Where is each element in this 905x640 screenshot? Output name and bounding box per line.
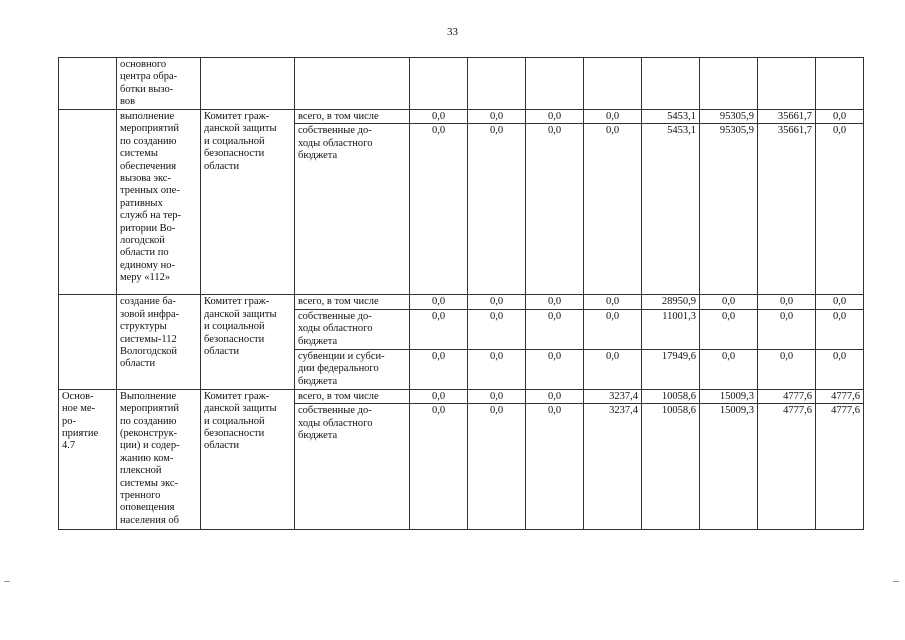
year-value-cell: 0,0 — [526, 349, 584, 389]
year-value-cell: 0,0 — [700, 295, 758, 309]
funding-source-text: собственные до- ходы областного бюджета — [298, 405, 373, 442]
page-number: 33 — [447, 26, 458, 38]
year-value-cell: 0,0 — [468, 404, 526, 530]
year-value-cell: 15009,3 — [700, 389, 758, 403]
year-value-cell: 10058,6 — [642, 389, 700, 403]
funding-source-cell — [295, 389, 410, 403]
year-value-cell: 0,0 — [584, 349, 642, 389]
activity-cell — [117, 58, 201, 110]
executor-cell-text: Комитет граж- данской защиты и социальной безопасности области — [204, 296, 277, 358]
year-value-cell: 4777,6 — [758, 389, 816, 403]
funding-source-cell — [295, 404, 410, 530]
year-value-cell — [410, 58, 468, 110]
scan-edge-mark — [4, 581, 10, 582]
table-row — [59, 58, 864, 110]
year-value-cell: 0,0 — [758, 295, 816, 309]
year-value-cell: 0,0 — [700, 349, 758, 389]
year-value-cell: 0,0 — [410, 404, 468, 530]
measure-cell — [59, 389, 117, 529]
year-value-cell: 0,0 — [584, 295, 642, 309]
year-value-cell: 0,0 — [526, 309, 584, 349]
year-value-cell: 0,0 — [816, 110, 864, 124]
year-value-cell: 0,0 — [410, 124, 468, 295]
funding-source-text: всего, в том числе — [298, 296, 379, 308]
executor-cell — [201, 295, 295, 389]
year-value-cell: 5453,1 — [642, 124, 700, 295]
year-value-cell: 0,0 — [816, 124, 864, 295]
activity-cell-text: Выполнение мероприятий по созданию (реконструк- ции) и содер- жанию ком- плексной системы экс- тренного оповещения населения об — [120, 390, 180, 526]
year-value-cell: 0,0 — [584, 309, 642, 349]
year-value-cell: 5453,1 — [642, 110, 700, 124]
year-value-cell: 0,0 — [526, 389, 584, 403]
year-value-cell: 0,0 — [526, 295, 584, 309]
funding-source-text: собственные до- ходы областного бюджета — [298, 310, 373, 347]
year-value-cell: 4777,6 — [816, 404, 864, 530]
year-value-cell: 15009,3 — [700, 404, 758, 530]
year-value-cell: 35661,7 — [758, 124, 816, 295]
year-value-cell: 0,0 — [526, 110, 584, 124]
funding-source-cell — [295, 58, 410, 110]
measure-cell-text: Основ- ное ме- ро- приятие 4.7 — [62, 390, 99, 452]
year-value-cell: 11001,3 — [642, 309, 700, 349]
executor-cell-text: Комитет граж- данской защиты и социальной безопасности области — [204, 390, 277, 452]
year-value-cell: 0,0 — [816, 295, 864, 309]
funding-source-text: всего, в том числе — [298, 390, 379, 402]
year-value-cell: 0,0 — [468, 295, 526, 309]
executor-cell — [201, 58, 295, 110]
funding-source-cell — [295, 309, 410, 349]
year-value-cell: 0,0 — [758, 349, 816, 389]
year-value-cell: 0,0 — [816, 349, 864, 389]
year-value-cell: 0,0 — [526, 404, 584, 530]
year-value-cell: 0,0 — [468, 349, 526, 389]
year-value-cell — [584, 58, 642, 110]
funding-source-text: субвенции и субси- дии федерального бюджета — [298, 350, 385, 387]
year-value-cell: 95305,9 — [700, 110, 758, 124]
year-value-cell: 35661,7 — [758, 110, 816, 124]
year-value-cell: 0,0 — [468, 309, 526, 349]
executor-cell — [201, 110, 295, 295]
year-value-cell: 95305,9 — [700, 124, 758, 295]
year-value-cell — [758, 58, 816, 110]
activity-cell — [117, 295, 201, 389]
table-row — [59, 110, 864, 124]
funding-source-cell — [295, 124, 410, 295]
funding-source-cell — [295, 349, 410, 389]
table-row — [59, 389, 864, 403]
year-value-cell — [526, 58, 584, 110]
year-value-cell: 0,0 — [584, 110, 642, 124]
measure-cell — [59, 295, 117, 389]
year-value-cell: 0,0 — [816, 309, 864, 349]
year-value-cell: 0,0 — [410, 389, 468, 403]
funding-source-text: собственные до- ходы областного бюджета — [298, 125, 373, 162]
activity-cell-text: выполнение мероприятий по созданию системы обеспечения вызова экс- тренных опе- ративных служб на тер- ритории Во- логодской области по единому но- меру «112» — [120, 111, 181, 284]
year-value-cell: 0,0 — [700, 309, 758, 349]
year-value-cell: 0,0 — [410, 309, 468, 349]
executor-cell-text: Комитет граж- данской защиты и социальной безопасности области — [204, 111, 277, 172]
year-value-cell: 10058,6 — [642, 404, 700, 530]
year-value-cell: 4777,6 — [816, 389, 864, 403]
funding-source-cell — [295, 295, 410, 309]
year-value-cell: 0,0 — [468, 389, 526, 403]
scan-edge-mark — [893, 581, 899, 582]
year-value-cell: 3237,4 — [584, 404, 642, 530]
measure-cell — [59, 58, 117, 110]
table-row — [59, 295, 864, 309]
measure-cell — [59, 110, 117, 295]
year-value-cell — [816, 58, 864, 110]
year-value-cell: 28950,9 — [642, 295, 700, 309]
year-value-cell — [642, 58, 700, 110]
year-value-cell: 0,0 — [410, 295, 468, 309]
activity-cell — [117, 389, 201, 529]
funding-source-text: всего, в том числе — [298, 111, 379, 122]
year-value-cell: 17949,6 — [642, 349, 700, 389]
year-value-cell: 3237,4 — [584, 389, 642, 403]
year-value-cell — [700, 58, 758, 110]
activity-cell-text: создание ба- зовой инфра- структуры системы-112 Вологодской области — [120, 296, 180, 370]
activity-cell — [117, 110, 201, 295]
year-value-cell — [468, 58, 526, 110]
year-value-cell: 4777,6 — [758, 404, 816, 530]
executor-cell — [201, 389, 295, 529]
year-value-cell: 0,0 — [468, 110, 526, 124]
year-value-cell: 0,0 — [758, 309, 816, 349]
year-value-cell: 0,0 — [410, 349, 468, 389]
year-value-cell: 0,0 — [410, 110, 468, 124]
budget-table — [58, 57, 864, 530]
year-value-cell: 0,0 — [526, 124, 584, 295]
activity-cell-text: основного центра обра- ботки вызо- вов — [120, 59, 178, 108]
year-value-cell: 0,0 — [584, 124, 642, 295]
funding-source-cell — [295, 110, 410, 124]
year-value-cell: 0,0 — [468, 124, 526, 295]
